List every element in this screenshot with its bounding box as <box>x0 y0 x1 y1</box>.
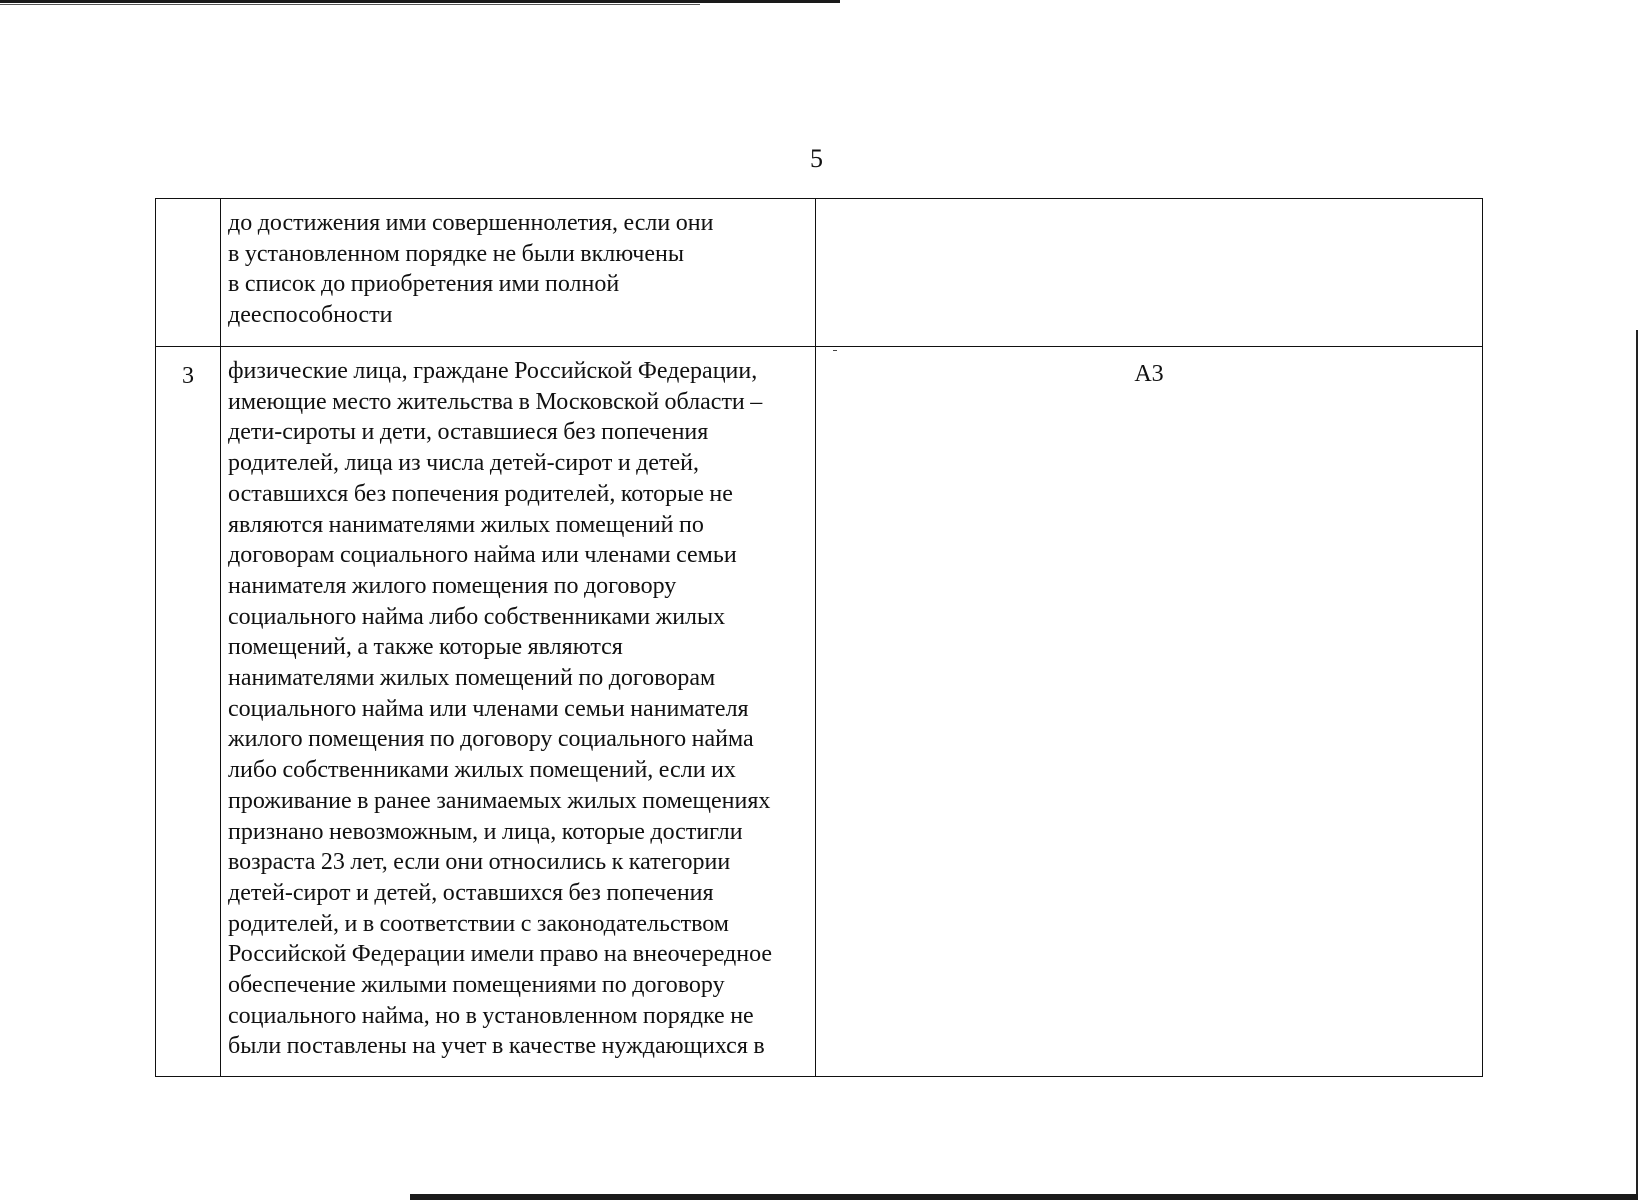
scan-artifact-bottom <box>410 1194 1638 1200</box>
page-number: 5 <box>810 144 823 173</box>
scan-artifact-top <box>0 0 840 3</box>
table-row <box>156 199 1483 347</box>
scan-artifact-top-thin <box>0 4 700 5</box>
row-number-cell <box>156 199 221 347</box>
row-description-cell: до достижения ими совершеннолетия, если они в установленном порядке не были включены в список до приобретения ими полной дееспособности <box>221 199 816 347</box>
row-number-cell: 3 <box>156 347 221 1077</box>
row-code-cell: А3 <box>816 347 1483 1077</box>
scan-speck <box>833 350 837 351</box>
table-row <box>156 347 1483 1077</box>
document-table <box>155 198 1483 1077</box>
row-description-cell: физические лица, граждане Российской Федерации, имеющие место жительства в Московской области – дети-сироты и дети, оставшиеся без попечения родителей, лица из числа детей-сирот и детей, оставшихся без попечения родителей, которые не являются нанимателями жилых помещений по договорам социального найма или членами семьи нанимателя жилого помещения по договору социального найма либо собственниками жилых помещений, а также которые являются нанимателями жилых помещений по договорам социального найма или членами семьи нанимателя жилого помещения по договору социального найма либо собственниками жилых помещений, если их проживание в ранее занимаемых жилых помещениях признано невозможным, и лица, которые достигли возраста 23 лет, если они относились к категории детей-сирот и детей, оставшихся без попечения родителей, и в соответствии с законодательством Российской Федерации имели право на внеочередное обеспечение жилыми помещениями по договору социального найма, но в установленном порядке не были поставлены на учет в качестве нуждающихся в <box>221 347 816 1077</box>
row-code-cell <box>816 199 1483 347</box>
